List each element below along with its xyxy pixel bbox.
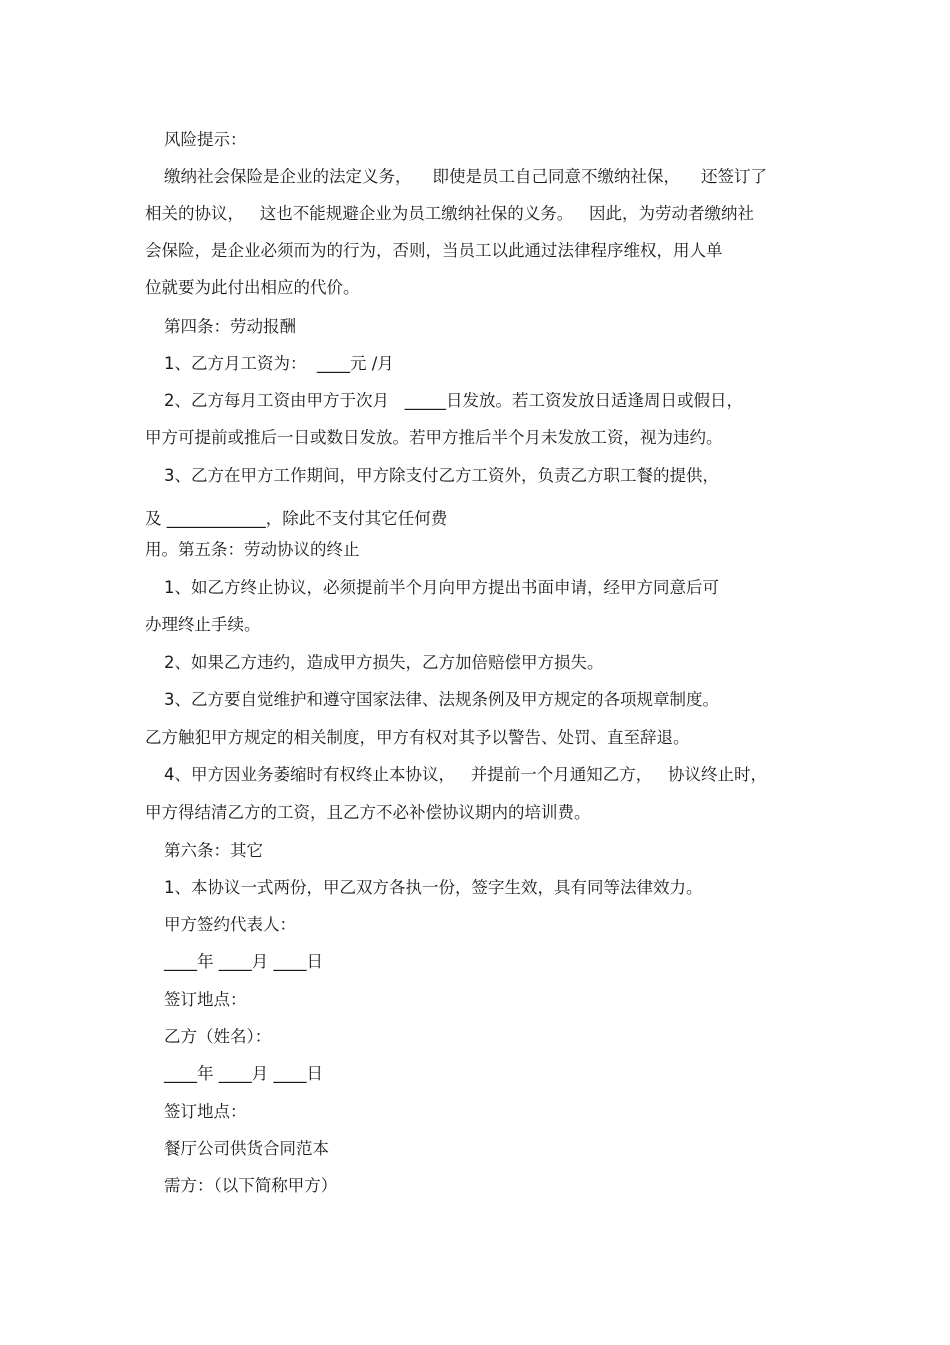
paragraph-line: 缴纳社会保险是企业的法定义务， 即使是员工自己同意不缴纳社保， 还签订了	[164, 167, 767, 186]
paragraph-line: 3、乙方要自觉维护和遵守国家法律、法规条例及甲方规定的各项规章制度。	[164, 690, 719, 709]
paragraph-line: 1、乙方月工资为： ____元 /月	[164, 354, 394, 373]
paragraph-line: 4、甲方因业务萎缩时有权终止本协议， 并提前一个月通知乙方， 协议终止时，	[164, 765, 767, 784]
paragraph-line: 2、如果乙方违约，造成甲方损失，乙方加倍赔偿甲方损失。	[164, 653, 604, 672]
signing-place-label: 签订地点：	[164, 1102, 247, 1121]
demand-party-line: 需方：（以下简称甲方）	[164, 1176, 338, 1195]
paragraph-line: 办理终止手续。	[145, 615, 261, 634]
signing-place-label: 签订地点：	[164, 990, 247, 1009]
paragraph-line: 1、如乙方终止协议，必须提前半个月向甲方提出书面申请，经甲方同意后可	[164, 578, 719, 597]
section-heading-6: 第六条：其它	[164, 841, 263, 860]
date-line: ____年 ____月 ____日	[164, 1064, 323, 1083]
paragraph-line: 相关的协议， 这也不能规避企业为员工缴纳社保的义务。 因此，为劳动者缴纳社	[145, 204, 754, 223]
contract-title: 餐厅公司供货合同范本	[164, 1139, 329, 1158]
date-line: ____年 ____月 ____日	[164, 952, 323, 971]
risk-heading: 风险提示：	[164, 130, 247, 149]
paragraph-line: 1、本协议一式两份，甲乙双方各执一份，签字生效，具有同等法律效力。	[164, 878, 703, 897]
paragraph-line: 乙方触犯甲方规定的相关制度，甲方有权对其予以警告、处罚、直至辞退。	[145, 728, 690, 747]
section-heading-4: 第四条：劳动报酬	[164, 317, 296, 336]
paragraph-line: 位就要为此付出相应的代价。	[145, 278, 360, 297]
paragraph-line: 3、乙方在甲方工作期间，甲方除支付乙方工资外，负责乙方职工餐的提供，	[164, 466, 719, 485]
paragraph-line: 会保险，是企业必须而为的行为，否则，当员工以此通过法律程序维权，用人单	[145, 241, 723, 260]
paragraph-line: 甲方可提前或推后一日或数日发放。若甲方推后半个月未发放工资，视为违约。	[145, 428, 723, 447]
paragraph-line: 甲方得结清乙方的工资，且乙方不必补偿协议期内的培训费。	[145, 803, 591, 822]
paragraph-line: 及 ____________，除此不支付其它任何费	[145, 509, 448, 528]
section-heading-5: 用。第五条：劳动协议的终止	[145, 540, 360, 559]
paragraph-line: 2、乙方每月工资由甲方于次月 _____日发放。若工资发放日适逢周日或假日，	[164, 391, 743, 410]
party-a-signatory-label: 甲方签约代表人：	[164, 915, 296, 934]
party-b-name-label: 乙方（姓名）：	[164, 1027, 272, 1046]
